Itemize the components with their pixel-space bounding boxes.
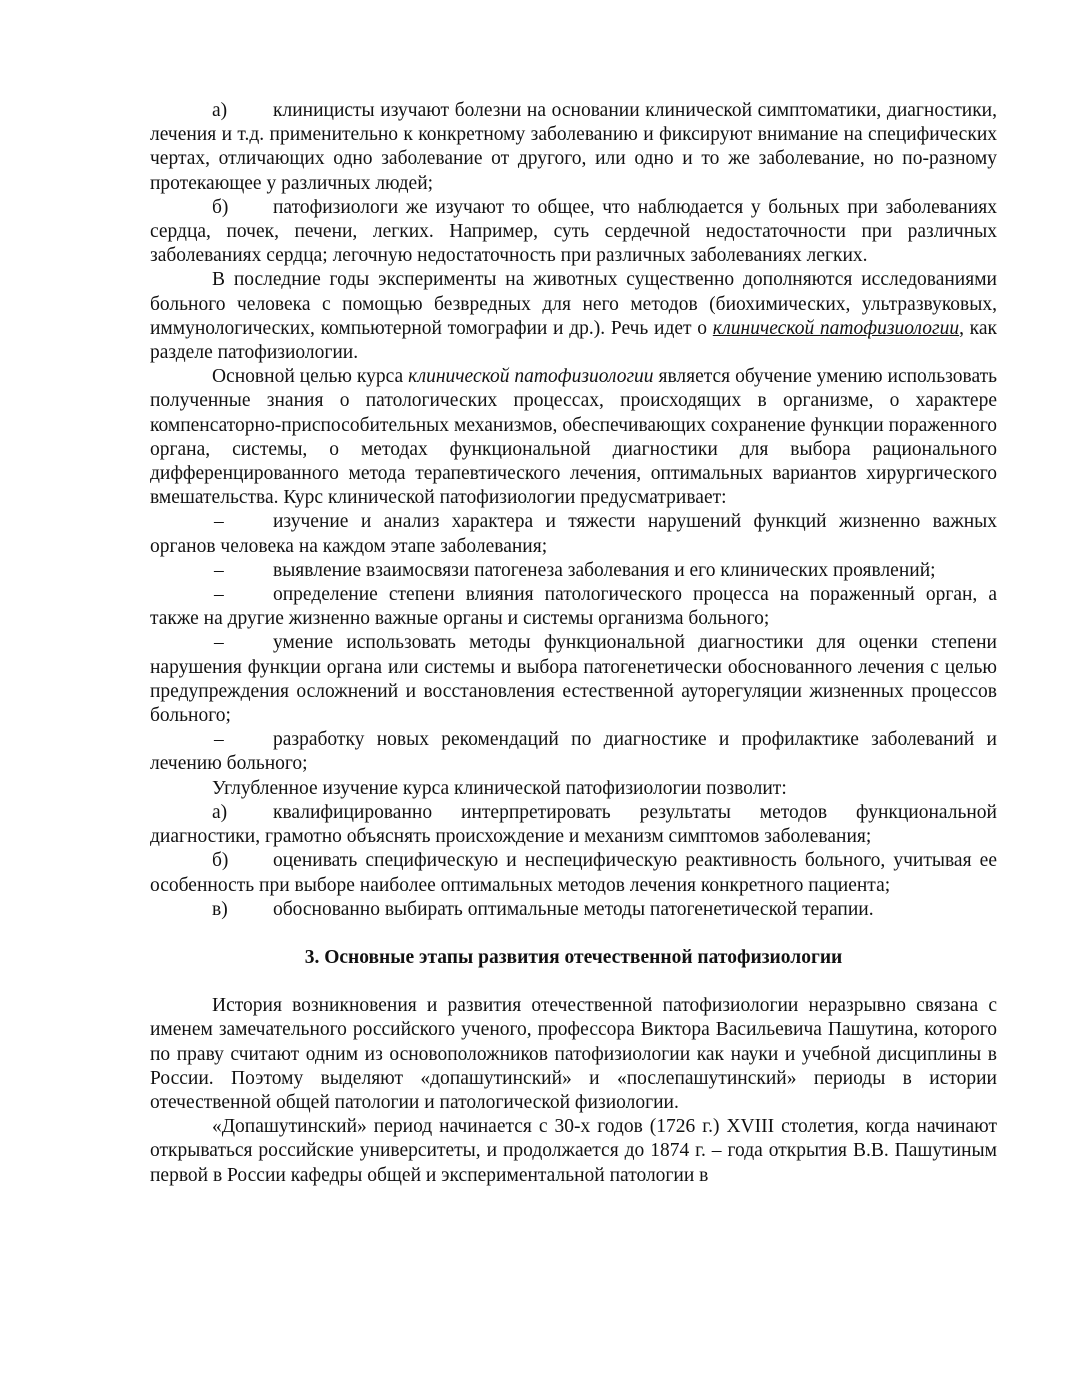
dash-marker: –	[214, 511, 224, 533]
list-marker: в)	[212, 898, 228, 920]
paragraph-deep-study: Углубленное изучение курса клинической патофизиологии позволит:	[212, 777, 787, 799]
list-item-text: определение степени влияния патологического процесса на пораженный орган, а также на другие жизненно важные органы и системы организма больного;	[150, 584, 997, 630]
list-item-text: оценивать специфическую и неспецифическую реактивность больного, учитывая ее особенность при выборе наиболее оптимальных методов лечения конкретного пациента;	[150, 850, 997, 896]
dash-list-item	[150, 728, 997, 776]
paragraph-course-goal	[150, 365, 997, 510]
dash-list-item	[150, 559, 997, 583]
paragraph-text: В последние годы эксперименты на животных существенно дополняются исследованиями больного человека с помощью безвредных для него методов (биохимических, ультразвуковых, иммунологических, компьютерной томографии и др.). Речь идет о	[150, 269, 997, 339]
list-item	[150, 99, 997, 196]
paragraph-text: является обучение умению использовать полученные знания о патологических процессах, происходящих в организме, о характере компенсаторно-приспособительных механизмов, обеспечивающих сохранение функции пораженного органа, системы, о методах функциональной диагностики для выбора рационального дифференцированного метода терапевтического лечения, оптимальных вариантов хирургического вмешательства. Курс клинической патофизиологии предусматривает:	[150, 366, 998, 509]
list-item-text: выявление взаимосвязи патогенеза заболевания и его клинических проявлений;	[273, 559, 936, 581]
list-marker: б)	[212, 850, 229, 872]
list-item	[150, 801, 997, 849]
list-item	[150, 898, 997, 922]
list-item-text: умение использовать методы функциональной диагностики для оценки степени нарушения функции органа или системы и выбора патогенетически обоснованного лечения с целью предупреждения осложнений и восстановления естественной ауторегуляции жизненных процессов больного;	[150, 632, 997, 727]
list-item	[150, 196, 997, 269]
list-item-text: квалифицированно интерпретировать результаты методов функциональной диагностики, грамотно объяснять происхождение и механизм симптомов заболевания;	[150, 801, 997, 848]
dash-list-item	[150, 631, 997, 728]
list-marker: а)	[212, 100, 228, 121]
list-marker: б)	[212, 196, 229, 218]
paragraph-history: История возникновения и развития отечественной патофизиологии неразрывно связана с именем замечательного российского ученого, профессора Виктора Васильевича Пашутина, которого по праву считают одним из основоположников патофизиологии как науки и учебной дисциплины в России. Поэтому выделяют «допашутинский» и «послепашутинский» периоды в истории отечественной общей патологии и патологической физиологии.	[150, 995, 997, 1113]
emphasized-term: клинической патофизиологии	[408, 366, 654, 388]
list-item-text: патофизиологи же изучают то общее, что наблюдается у больных при заболеваниях сердца, почек, печени, легких. Например, суть сердечной недостаточности при различных заболеваниях сердца; легочную недостаточность при различных заболеваниях легких.	[150, 196, 997, 267]
list-item	[150, 849, 997, 897]
list-item-text: клиницисты изучают болезни на основании клинической симптоматики, диагностики, лечения и т.д. применительно к конкретному заболеванию и фиксируют внимание на специфических чертах, отличающих одно заболевание от другого, или одно и то же заболевание, но по-разному протекающее у различных людей;	[150, 100, 997, 194]
list-item-text: разработку новых рекомендаций по диагностике и профилактике заболеваний и лечению больного;	[150, 729, 997, 775]
paragraph-period: «Допашутинский» период начинается с 30-х годов (1726 г.) XVIII столетия, когда начинают открываться российские университеты, и продолжается до 1874 г. – года открытия В.В. Пашутиным первой в России кафедры общей и экспериментальной патологии в	[150, 1116, 997, 1186]
list-item-text: изучение и анализ характера и тяжести нарушений функций жизненно важных органов человека на каждом этапе заболевания;	[150, 511, 997, 557]
dash-marker: –	[214, 559, 224, 581]
paragraph-recent-years	[150, 268, 997, 365]
dash-marker: –	[214, 632, 224, 654]
list-marker: а)	[212, 801, 228, 823]
dash-marker: –	[214, 729, 224, 751]
paragraph-text: , как разделе патофизиологии.	[150, 317, 997, 364]
dash-marker: –	[214, 584, 224, 606]
section-heading: 3. Основные этапы развития отечественной патофизиологии	[304, 946, 843, 968]
dash-list-item	[150, 583, 997, 631]
emphasized-term: клинической патофизиологии	[712, 317, 960, 339]
dash-list-item	[150, 510, 997, 558]
list-item-text: обоснованно выбирать оптимальные методы патогенетической терапии.	[273, 898, 874, 920]
paragraph-text: Основной целью курса	[212, 366, 409, 388]
